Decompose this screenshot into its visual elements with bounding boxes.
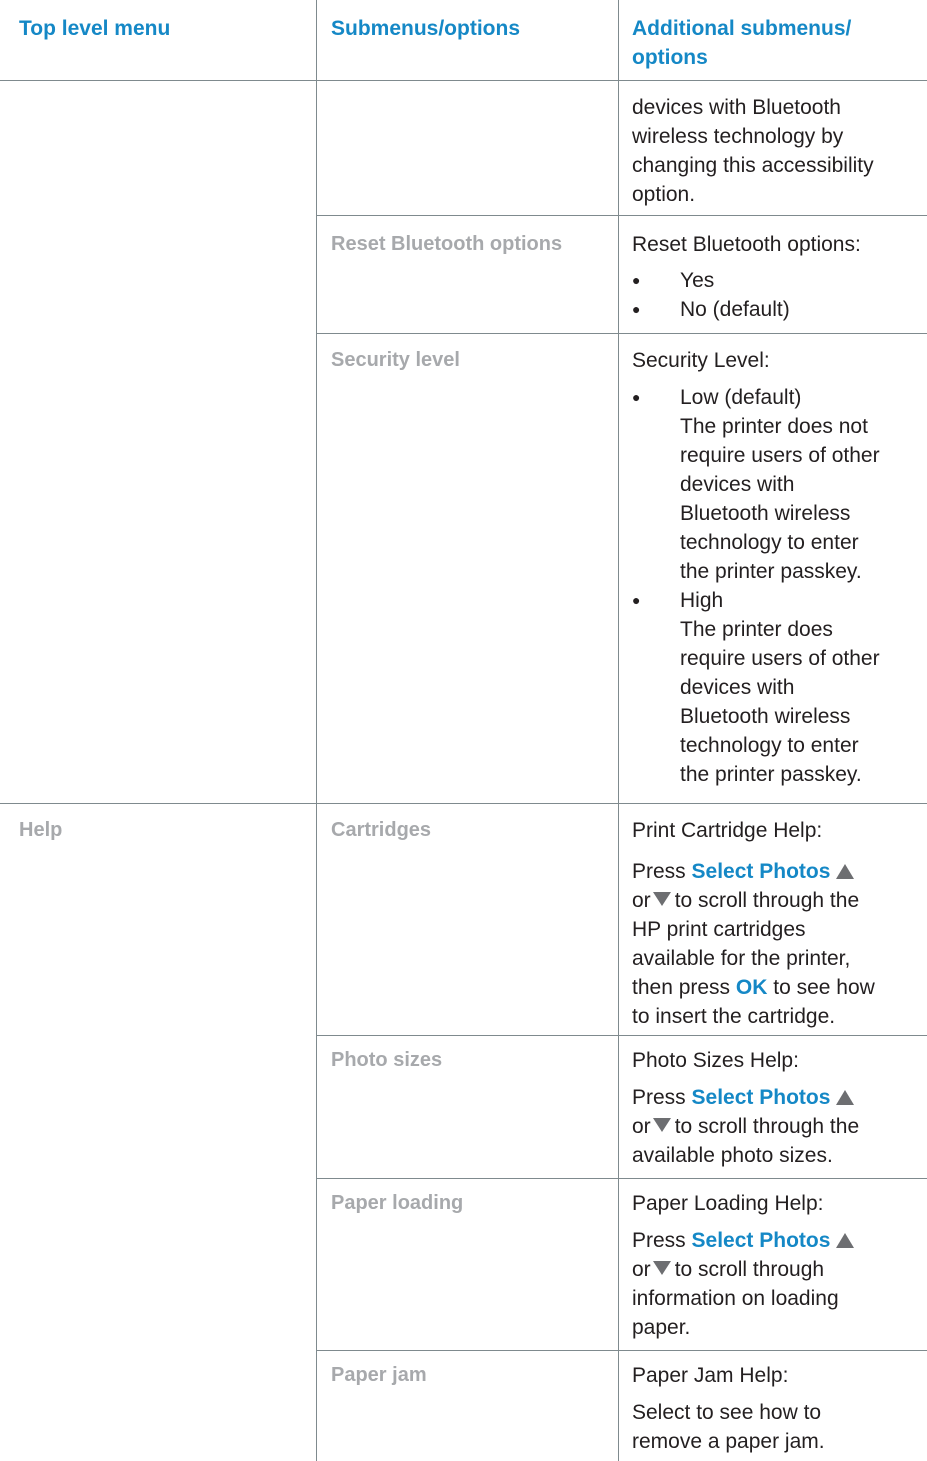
cartridges-line6: to insert the cartridge. [632,1005,836,1028]
bullet-icon: ● [632,272,641,288]
submenu-security-level: Security level [331,349,460,371]
column-divider-2 [618,0,619,1461]
reset-bt-option-yes: ● Yes [632,266,922,295]
paper-jam-line1: Select to see how to [632,1401,822,1424]
cartridges-line1: Press Select Photos [632,857,854,886]
cartridges-line2: or to scroll through the [632,889,860,912]
submenu-paper-loading: Paper loading [331,1192,464,1214]
row-rule-3 [0,803,927,804]
bt-cont-line4: option. [632,183,696,206]
up-arrow-icon [836,864,854,879]
cartridges-line3: HP print cartridges [632,918,806,941]
paper-loading-title: Paper Loading Help: [632,1192,824,1215]
bt-cont-line2: wireless technology by [632,125,844,148]
up-arrow-icon [836,1233,854,1248]
bullet-icon: ● [632,592,641,608]
bt-cont-line1: devices with Bluetooth [632,96,841,119]
paper-loading-line2: or to scroll through [632,1258,825,1281]
down-arrow-icon [653,1261,671,1275]
security-title: Security Level: [632,349,770,372]
row-rule-6 [316,1350,927,1351]
ok-label: OK [735,976,768,999]
paper-loading-line1: Press Select Photos [632,1226,854,1255]
paper-jam-title: Paper Jam Help: [632,1364,789,1387]
row-rule-2 [316,333,927,334]
photo-sizes-line3: available photo sizes. [632,1144,833,1167]
photo-sizes-line2: or to scroll through the [632,1115,860,1138]
cartridges-line5: then press OK to see how [632,976,875,999]
row-rule-4 [316,1035,927,1036]
cartridges-title: Print Cartridge Help: [632,819,823,842]
select-photos-label: Select Photos [691,1086,831,1109]
reset-bt-title: Reset Bluetooth options: [632,233,861,256]
paper-loading-line4: paper. [632,1316,691,1339]
select-photos-label: Select Photos [691,1229,831,1252]
up-arrow-icon [836,1090,854,1105]
bullet-icon: ● [632,389,641,405]
photo-sizes-line1: Press Select Photos [632,1083,854,1112]
security-option-high: ● High The printer does require users of other devices with Bluetooth wireless technology to enter the printer passkey. [632,586,922,789]
header-additional-line1: Additional submenus/ [632,17,852,40]
security-option-low: ● Low (default) The printer does not require users of other devices with Bluetooth wireless technology to enter the printer passkey. [632,383,922,586]
header-submenus: Submenus/options [331,17,520,40]
header-additional-line2: options [632,46,708,69]
bt-cont-line3: changing this accessibility [632,154,874,177]
submenu-paper-jam: Paper jam [331,1364,427,1386]
row-rule-1 [316,215,927,216]
down-arrow-icon [653,1118,671,1132]
submenu-cartridges: Cartridges [331,819,432,841]
photo-sizes-title: Photo Sizes Help: [632,1049,799,1072]
reset-bt-option-no: ● No (default) [632,295,922,324]
bullet-icon: ● [632,301,641,317]
header-top-level-menu: Top level menu [19,17,171,40]
cartridges-line4: available for the printer, [632,947,851,970]
column-divider-1b [316,808,317,1461]
top-menu-help: Help [19,819,63,841]
submenu-photo-sizes: Photo sizes [331,1049,443,1071]
select-photos-label: Select Photos [691,860,831,883]
down-arrow-icon [653,892,671,906]
column-divider-1 [316,0,317,808]
header-rule [0,80,927,81]
paper-loading-line3: information on loading [632,1287,839,1310]
submenu-reset-bluetooth: Reset Bluetooth options [331,233,563,255]
row-rule-5 [316,1178,927,1179]
paper-jam-line2: remove a paper jam. [632,1430,825,1453]
